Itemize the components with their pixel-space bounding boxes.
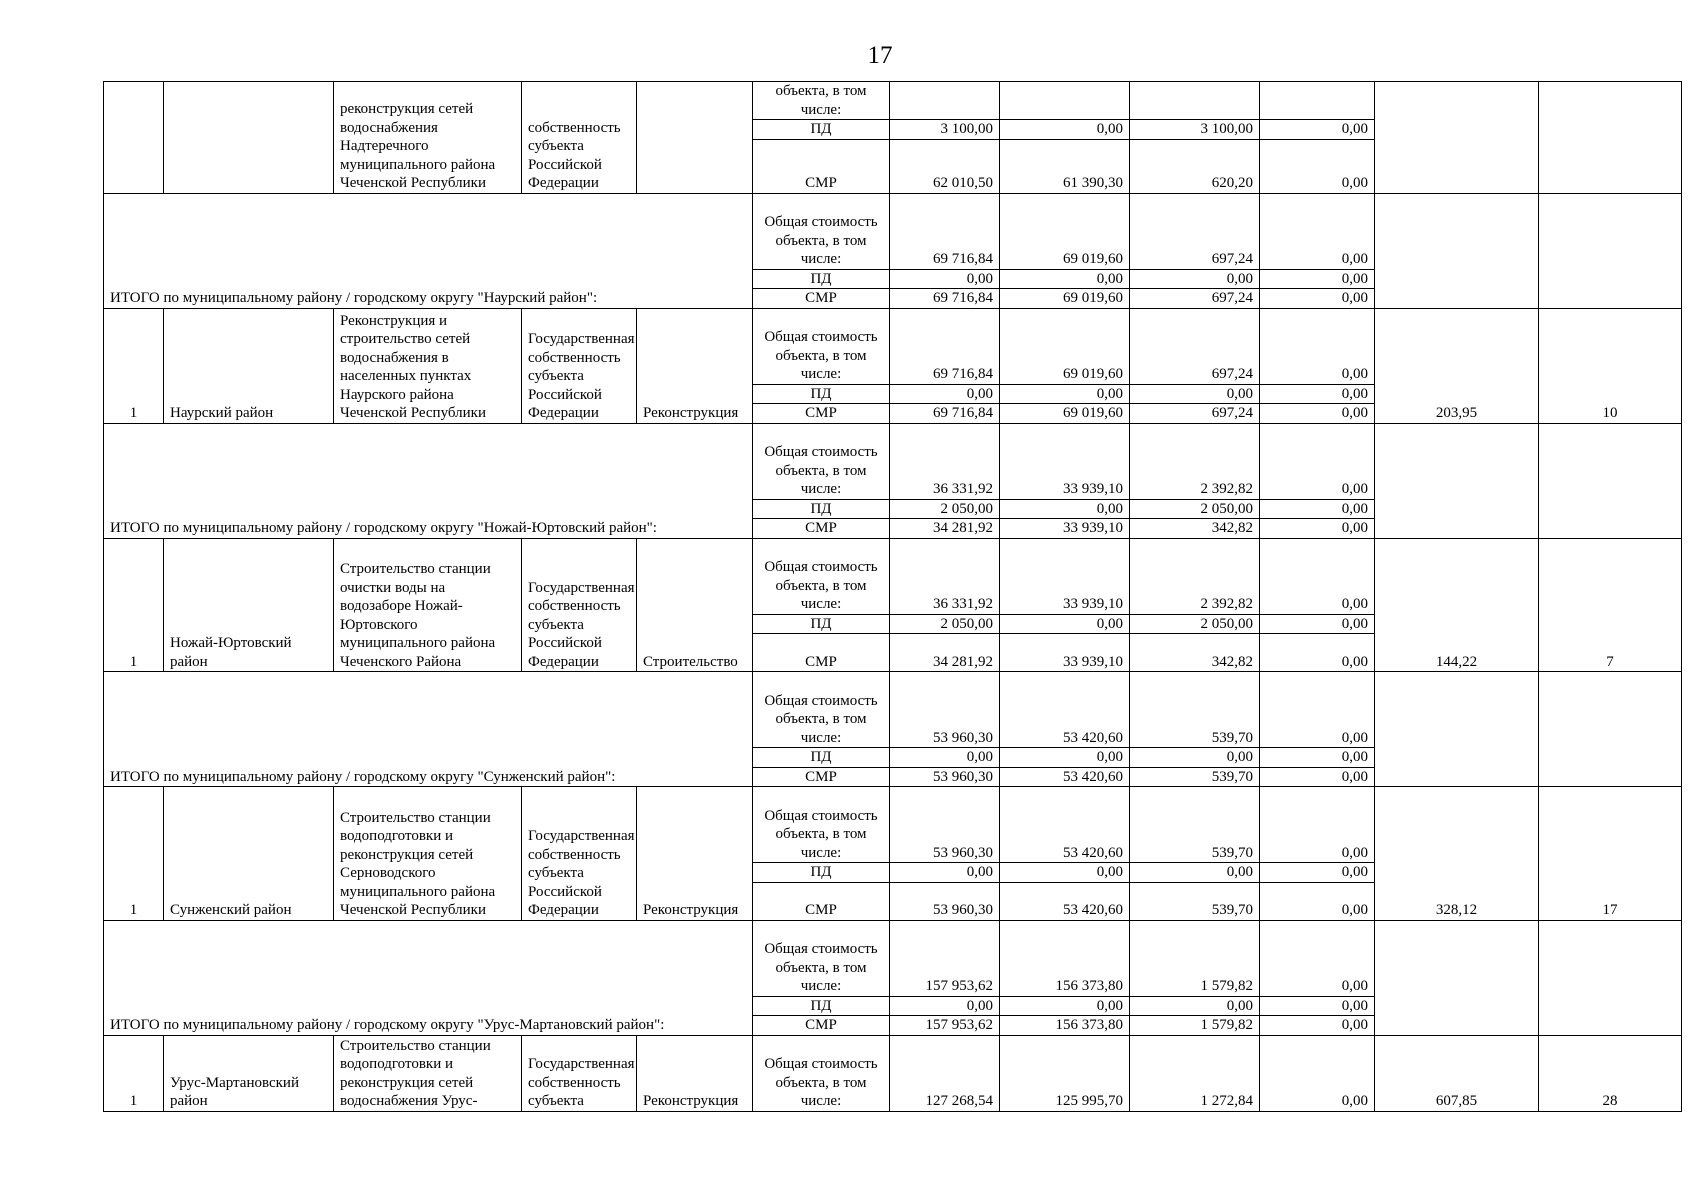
value-cell: 33 939,10	[1000, 423, 1130, 499]
quantity-cell: 7	[1539, 538, 1682, 672]
value-cell: 69 716,84	[890, 308, 1000, 384]
quantity-cell: 10	[1539, 308, 1682, 423]
value-cell: 53 420,60	[1000, 672, 1130, 748]
smr-label: СМР	[753, 404, 890, 424]
total-label: Общая стоимость объекта, в том числе:	[753, 787, 890, 863]
smr-label: СМР	[753, 139, 890, 193]
value-cell: 0,00	[1260, 1016, 1375, 1036]
smr-label: СМР	[753, 1016, 890, 1036]
total-label: Общая стоимость объекта, в том числе:	[753, 920, 890, 996]
smr-label: СМР	[753, 519, 890, 539]
capacity-cell: 203,95	[1375, 308, 1539, 423]
total-label: объекта, в том числе:	[753, 82, 890, 120]
total-label: Общая стоимость объекта, в том числе:	[753, 1035, 890, 1111]
value-cell: 0,00	[1000, 269, 1130, 289]
value-cell: 53 420,60	[1000, 767, 1130, 787]
district-cell: Сунженский район	[164, 787, 334, 921]
object-name-cell: Строительство станции водоподготовки и реконструкция сетей Серноводского муниципального района Чеченской Республики	[334, 787, 522, 921]
value-cell: 0,00	[890, 384, 1000, 404]
value-cell: 342,82	[1130, 634, 1260, 672]
value-cell: 69 716,84	[890, 404, 1000, 424]
num-cell: 1	[104, 787, 164, 921]
subtotal-label: ИТОГО по муниципальному району / городскому округу "Урус-Мартановский район":	[104, 920, 753, 1035]
value-cell: 0,00	[1260, 787, 1375, 863]
value-cell: 69 019,60	[1000, 289, 1130, 309]
work-type-cell: Строительство	[637, 538, 753, 672]
value-cell: 0,00	[1260, 384, 1375, 404]
subtotal-row	[104, 423, 1682, 499]
district-cell: Урус-Мартановский район	[164, 1035, 334, 1111]
value-cell: 0,00	[1000, 863, 1130, 883]
ownership-cell: Государственная собственность субъекта Российской Федерации	[522, 308, 637, 423]
value-cell: 0,00	[1260, 863, 1375, 883]
work-type-cell: Реконструкция	[637, 787, 753, 921]
value-cell: 33 939,10	[1000, 634, 1130, 672]
value-cell: 156 373,80	[1000, 1016, 1130, 1036]
object-name-cell: Строительство станции очистки воды на водозаборе Ножай-Юртовского муниципального района Чеченского Района	[334, 538, 522, 672]
pd-label: ПД	[753, 384, 890, 404]
value-cell: 0,00	[1000, 614, 1130, 634]
value-cell: 0,00	[1000, 384, 1130, 404]
value-cell: 53 960,30	[890, 672, 1000, 748]
capacity-cell	[1375, 672, 1539, 787]
smr-label: СМР	[753, 767, 890, 787]
smr-label: СМР	[753, 882, 890, 920]
capacity-cell	[1375, 423, 1539, 538]
pd-label: ПД	[753, 748, 890, 768]
value-cell: 0,00	[1130, 384, 1260, 404]
investment-table	[103, 81, 1682, 1112]
ownership-cell: Государственная собственность субъекта	[522, 1035, 637, 1111]
district-cell: Ножай-Юртовский район	[164, 538, 334, 672]
value-cell: 53 960,30	[890, 787, 1000, 863]
value-cell: 33 939,10	[1000, 538, 1130, 614]
value-cell: 62 010,50	[890, 139, 1000, 193]
work-type-cell	[637, 82, 753, 194]
value-cell: 1 272,84	[1130, 1035, 1260, 1111]
value-cell: 2 050,00	[1130, 499, 1260, 519]
table-row	[104, 82, 1682, 120]
table-row	[104, 538, 1682, 614]
table-row	[104, 787, 1682, 863]
work-type-cell: Реконструкция	[637, 1035, 753, 1111]
value-cell: 0,00	[1260, 882, 1375, 920]
value-cell: 0,00	[1130, 269, 1260, 289]
value-cell: 69 716,84	[890, 289, 1000, 309]
value-cell: 0,00	[1260, 634, 1375, 672]
value-cell: 34 281,92	[890, 634, 1000, 672]
quantity-cell: 28	[1539, 1035, 1682, 1111]
value-cell: 539,70	[1130, 672, 1260, 748]
capacity-cell	[1375, 193, 1539, 308]
ownership-cell: собственность субъекта Российской Федерации	[522, 82, 637, 194]
value-cell: 3 100,00	[1130, 120, 1260, 140]
value-cell: 69 019,60	[1000, 193, 1130, 269]
value-cell: 1 579,82	[1130, 920, 1260, 996]
value-cell: 0,00	[1000, 748, 1130, 768]
total-label: Общая стоимость объекта, в том числе:	[753, 308, 890, 384]
value-cell: 539,70	[1130, 882, 1260, 920]
value-cell: 0,00	[1260, 499, 1375, 519]
value-cell	[1130, 82, 1260, 120]
value-cell: 0,00	[1130, 863, 1260, 883]
subtotal-label: ИТОГО по муниципальному району / городскому округу "Наурский район":	[104, 193, 753, 308]
value-cell: 2 050,00	[890, 614, 1000, 634]
value-cell: 0,00	[1130, 996, 1260, 1016]
ownership-cell: Государственная собственность субъекта Российской Федерации	[522, 787, 637, 921]
value-cell: 0,00	[1260, 289, 1375, 309]
num-cell	[104, 82, 164, 194]
pd-label: ПД	[753, 614, 890, 634]
ownership-cell: Государственная собственность субъекта Российской Федерации	[522, 538, 637, 672]
value-cell: 0,00	[1260, 423, 1375, 499]
value-cell: 0,00	[1260, 139, 1375, 193]
work-type-cell: Реконструкция	[637, 308, 753, 423]
capacity-cell: 607,85	[1375, 1035, 1539, 1111]
capacity-cell	[1375, 82, 1539, 194]
value-cell: 0,00	[890, 748, 1000, 768]
pd-label: ПД	[753, 269, 890, 289]
page-number: 17	[867, 42, 893, 69]
value-cell	[1000, 82, 1130, 120]
object-name-cell: реконструкция сетей водоснабжения Надтеречного муниципального района Чеченской Республики	[334, 82, 522, 194]
value-cell: 697,24	[1130, 289, 1260, 309]
value-cell: 0,00	[1130, 748, 1260, 768]
total-label: Общая стоимость объекта, в том числе:	[753, 193, 890, 269]
object-name-cell: Реконструкция и строительство сетей водоснабжения в населенных пунктах Наурского района Чеченской Республики	[334, 308, 522, 423]
value-cell: 69 019,60	[1000, 404, 1130, 424]
value-cell: 36 331,92	[890, 423, 1000, 499]
num-cell: 1	[104, 1035, 164, 1111]
value-cell: 53 960,30	[890, 882, 1000, 920]
value-cell: 34 281,92	[890, 519, 1000, 539]
capacity-cell	[1375, 920, 1539, 1035]
value-cell: 157 953,62	[890, 1016, 1000, 1036]
table-row	[104, 308, 1682, 384]
value-cell: 0,00	[1260, 404, 1375, 424]
value-cell: 61 390,30	[1000, 139, 1130, 193]
subtotal-row	[104, 920, 1682, 996]
value-cell: 342,82	[1130, 519, 1260, 539]
value-cell	[1260, 82, 1375, 120]
quantity-cell: 17	[1539, 787, 1682, 921]
value-cell: 69 716,84	[890, 193, 1000, 269]
value-cell: 2 050,00	[890, 499, 1000, 519]
value-cell: 697,24	[1130, 308, 1260, 384]
total-label: Общая стоимость объекта, в том числе:	[753, 423, 890, 499]
value-cell: 2 050,00	[1130, 614, 1260, 634]
value-cell: 0,00	[1260, 767, 1375, 787]
value-cell: 127 268,54	[890, 1035, 1000, 1111]
value-cell: 0,00	[1260, 519, 1375, 539]
value-cell: 697,24	[1130, 404, 1260, 424]
value-cell: 0,00	[890, 996, 1000, 1016]
value-cell: 0,00	[1260, 538, 1375, 614]
value-cell: 0,00	[1260, 308, 1375, 384]
value-cell: 0,00	[1260, 193, 1375, 269]
quantity-cell	[1539, 423, 1682, 538]
district-cell: Наурский район	[164, 308, 334, 423]
value-cell: 0,00	[1000, 120, 1130, 140]
value-cell: 3 100,00	[890, 120, 1000, 140]
pd-label: ПД	[753, 863, 890, 883]
value-cell: 620,20	[1130, 139, 1260, 193]
value-cell: 0,00	[1000, 996, 1130, 1016]
value-cell: 0,00	[890, 269, 1000, 289]
value-cell: 0,00	[1260, 614, 1375, 634]
value-cell: 539,70	[1130, 787, 1260, 863]
value-cell: 0,00	[1260, 920, 1375, 996]
value-cell: 0,00	[1260, 1035, 1375, 1111]
pd-label: ПД	[753, 120, 890, 140]
table-row	[104, 1035, 1682, 1111]
value-cell: 697,24	[1130, 193, 1260, 269]
value-cell: 539,70	[1130, 767, 1260, 787]
value-cell: 0,00	[890, 863, 1000, 883]
value-cell: 0,00	[1260, 120, 1375, 140]
pd-label: ПД	[753, 996, 890, 1016]
total-label: Общая стоимость объекта, в том числе:	[753, 538, 890, 614]
subtotal-label: ИТОГО по муниципальному району / городскому округу "Ножай-Юртовский район":	[104, 423, 753, 538]
value-cell: 33 939,10	[1000, 519, 1130, 539]
value-cell: 2 392,82	[1130, 423, 1260, 499]
value-cell: 53 960,30	[890, 767, 1000, 787]
value-cell: 53 420,60	[1000, 882, 1130, 920]
quantity-cell	[1539, 672, 1682, 787]
quantity-cell	[1539, 920, 1682, 1035]
object-name-cell: Строительство станции водоподготовки и реконструкция сетей водоснабжения Урус-	[334, 1035, 522, 1111]
value-cell: 157 953,62	[890, 920, 1000, 996]
subtotal-row	[104, 672, 1682, 748]
pd-label: ПД	[753, 499, 890, 519]
smr-label: СМР	[753, 289, 890, 309]
district-cell	[164, 82, 334, 194]
num-cell: 1	[104, 308, 164, 423]
value-cell	[890, 82, 1000, 120]
quantity-cell	[1539, 82, 1682, 194]
quantity-cell	[1539, 193, 1682, 308]
value-cell: 125 995,70	[1000, 1035, 1130, 1111]
value-cell: 36 331,92	[890, 538, 1000, 614]
value-cell: 69 019,60	[1000, 308, 1130, 384]
value-cell: 0,00	[1260, 269, 1375, 289]
value-cell: 2 392,82	[1130, 538, 1260, 614]
value-cell: 53 420,60	[1000, 787, 1130, 863]
value-cell: 0,00	[1000, 499, 1130, 519]
subtotal-row	[104, 193, 1682, 269]
subtotal-label: ИТОГО по муниципальному району / городскому округу "Сунженский район":	[104, 672, 753, 787]
value-cell: 0,00	[1260, 996, 1375, 1016]
total-label: Общая стоимость объекта, в том числе:	[753, 672, 890, 748]
value-cell: 0,00	[1260, 672, 1375, 748]
num-cell: 1	[104, 538, 164, 672]
value-cell: 1 579,82	[1130, 1016, 1260, 1036]
capacity-cell: 328,12	[1375, 787, 1539, 921]
capacity-cell: 144,22	[1375, 538, 1539, 672]
value-cell: 156 373,80	[1000, 920, 1130, 996]
smr-label: СМР	[753, 634, 890, 672]
value-cell: 0,00	[1260, 748, 1375, 768]
